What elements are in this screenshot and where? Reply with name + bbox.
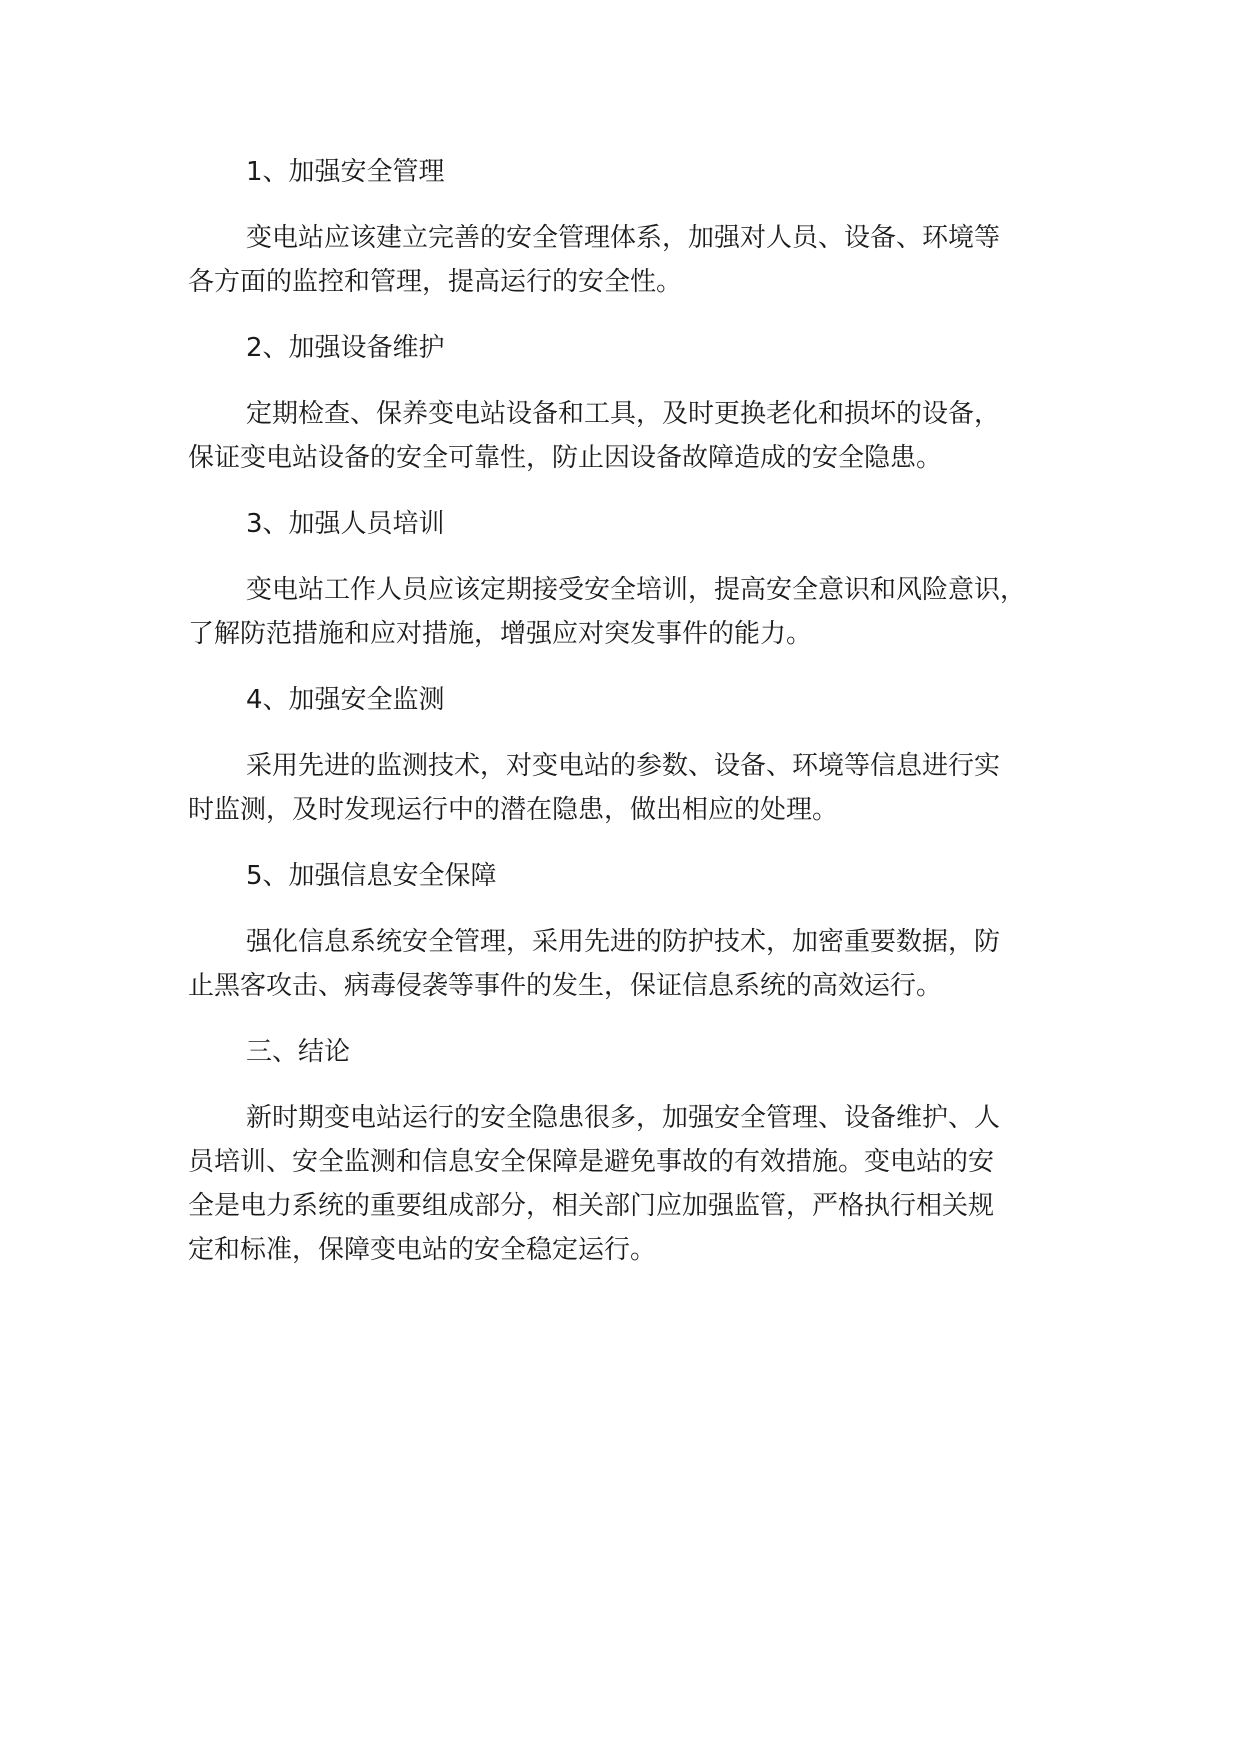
paragraph-line: 全是电力系统的重要组成部分，相关部门应加强监管，严格执行相关规: [188, 1191, 995, 1221]
section-paragraph: [188, 920, 1088, 1008]
section-heading: 5、加强信息安全保障: [246, 861, 497, 891]
section-heading: 2、加强设备维护: [246, 333, 445, 363]
document-body: [188, 150, 1088, 1294]
paragraph-line: 保证变电站设备的安全可靠性，防止因设备故障造成的安全隐患。: [188, 443, 943, 473]
paragraph-line: 员培训、安全监测和信息安全保障是避免事故的有效措施。变电站的安: [188, 1147, 995, 1177]
paragraph-line: 了解防范措施和应对措施，增强应对突发事件的能力。: [188, 619, 813, 649]
section-heading: 4、加强安全监测: [246, 685, 445, 715]
section-heading: 3、加强人员培训: [246, 509, 445, 539]
paragraph-line: 定和标准，保障变电站的安全稳定运行。: [188, 1235, 657, 1265]
conclusion-heading: 三、结论: [246, 1037, 351, 1067]
section-paragraph: [188, 568, 1088, 656]
paragraph-line: 变电站应该建立完善的安全管理体系，加强对人员、设备、环境等: [246, 223, 1001, 253]
paragraph-line: 定期检查、保养变电站设备和工具，及时更换老化和损坏的设备，: [246, 399, 1001, 429]
section-paragraph: [188, 392, 1088, 480]
paragraph-line: 强化信息系统安全管理，采用先进的防护技术，加密重要数据，防: [246, 927, 1001, 957]
section-paragraph: [188, 216, 1088, 304]
paragraph-line: 各方面的监控和管理，提高运行的安全性。: [188, 267, 683, 297]
paragraph-line: 变电站工作人员应该定期接受安全培训，提高安全意识和风险意识，: [246, 575, 1027, 605]
paragraph-line: 止黑客攻击、病毒侵袭等事件的发生，保证信息系统的高效运行。: [188, 971, 943, 1001]
paragraph-line: 新时期变电站运行的安全隐患很多，加强安全管理、设备维护、人: [246, 1103, 1001, 1133]
section-paragraph: [188, 744, 1088, 832]
paragraph-line: 时监测，及时发现运行中的潜在隐患，做出相应的处理。: [188, 795, 839, 825]
conclusion-paragraph: [188, 1096, 1088, 1272]
paragraph-line: 采用先进的监测技术，对变电站的参数、设备、环境等信息进行实: [246, 751, 1001, 781]
section-heading: 1、加强安全管理: [246, 157, 445, 187]
